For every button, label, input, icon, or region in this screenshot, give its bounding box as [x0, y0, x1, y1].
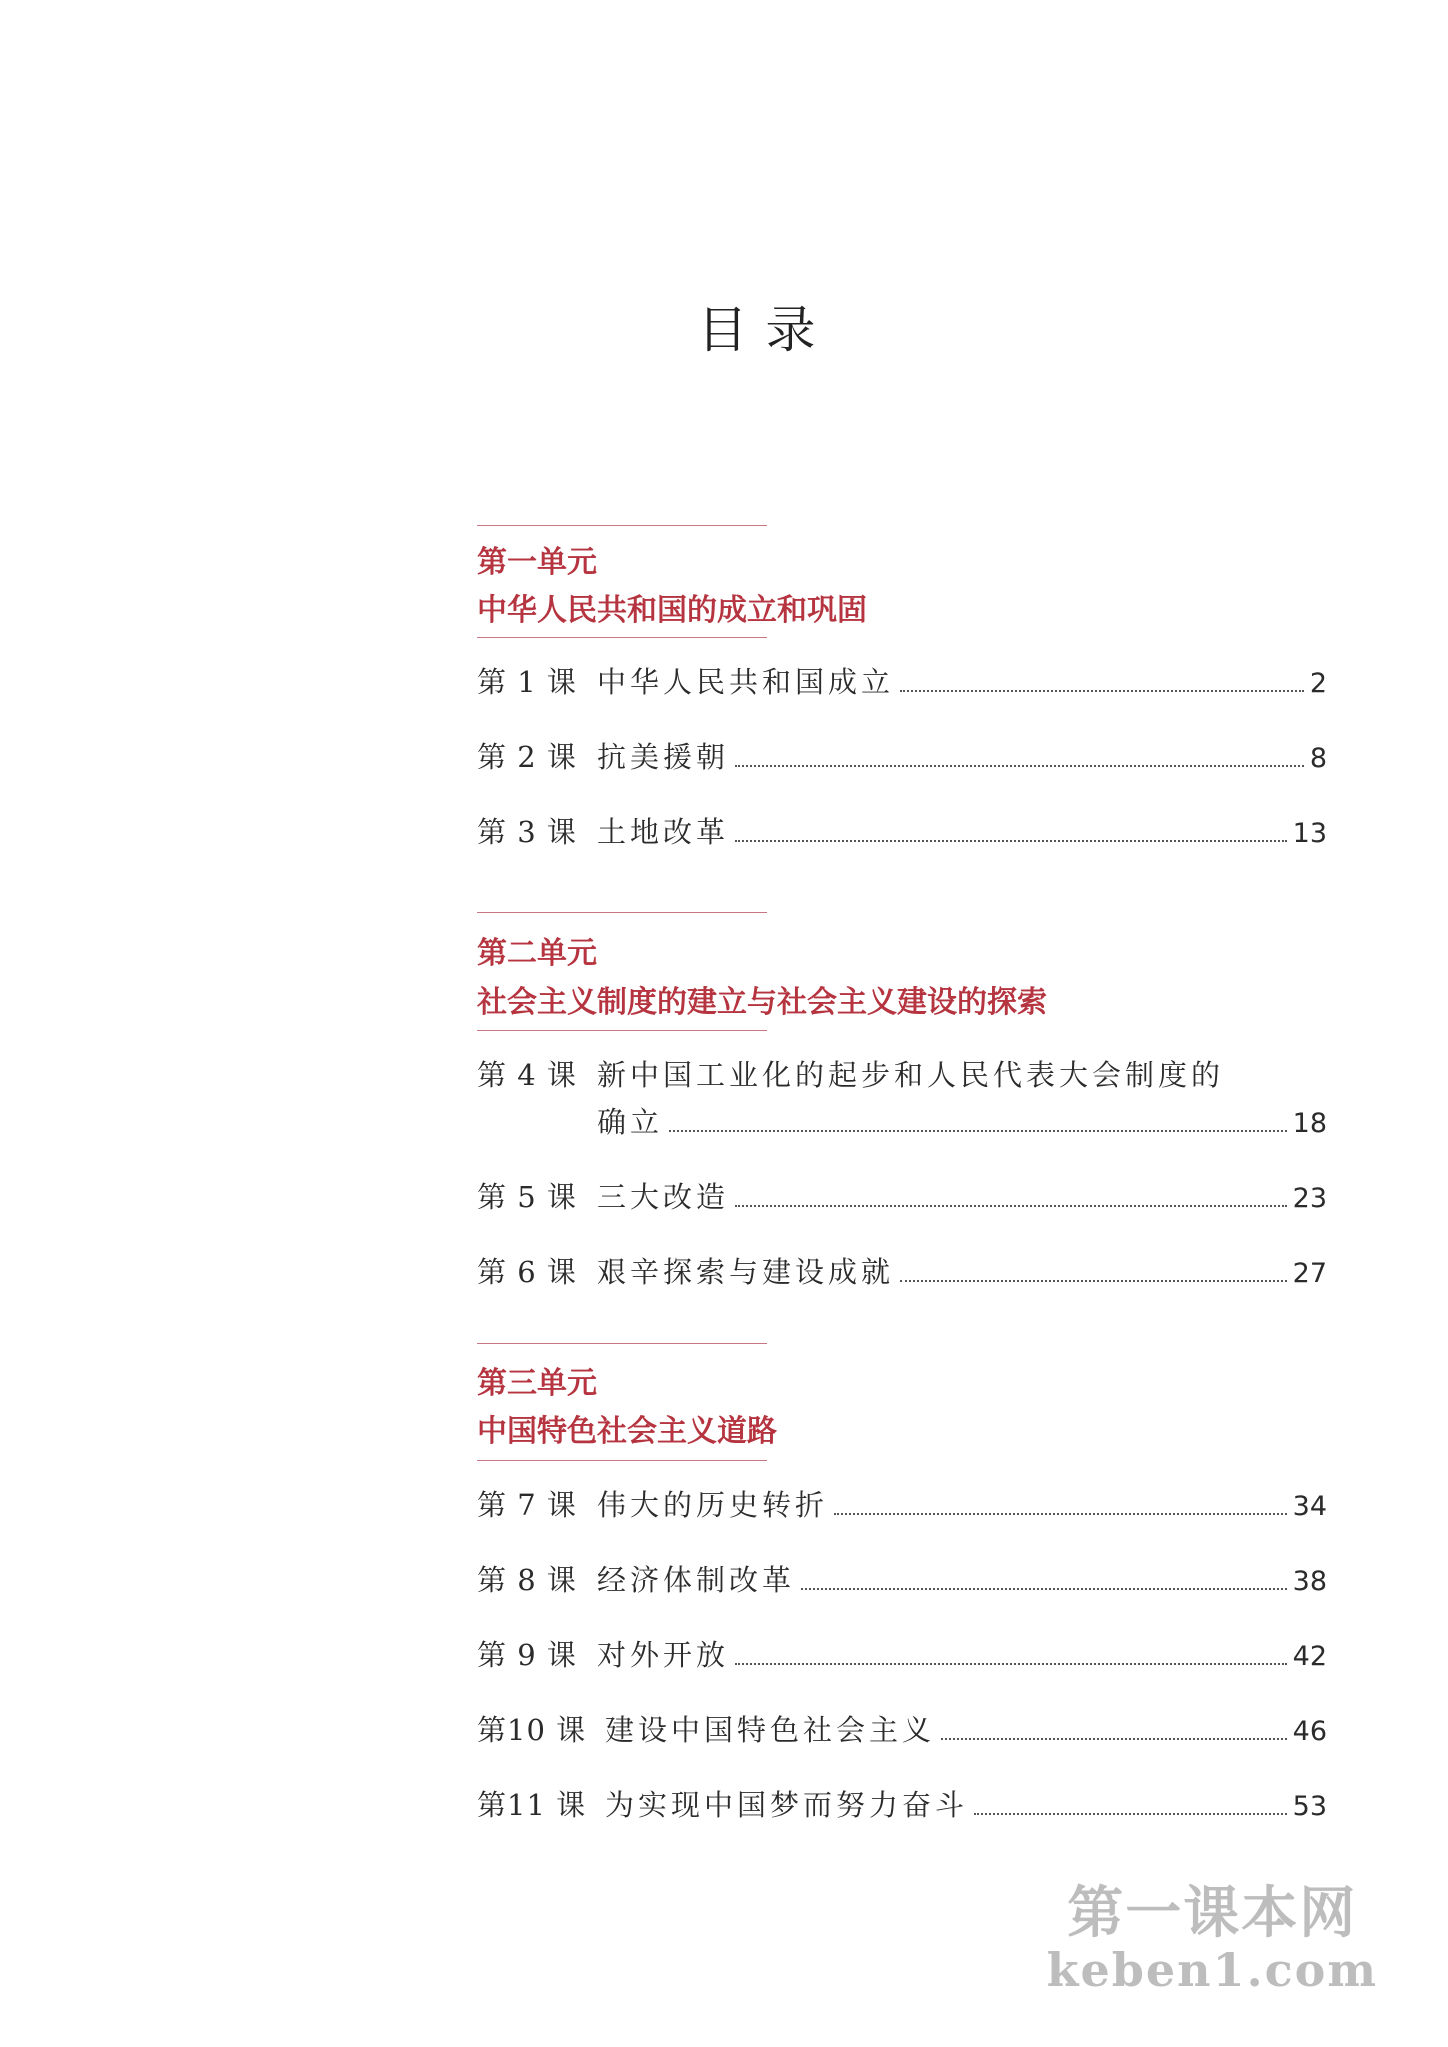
lesson-title-line1: 新中国工业化的起步和人民代表大会制度的 — [597, 1058, 1225, 1092]
lesson-title: 抗美援朝 — [597, 740, 730, 774]
dot-leader — [941, 1712, 1287, 1740]
dot-leader — [801, 1562, 1287, 1590]
watermark-en: keben1.com — [1046, 1943, 1378, 1997]
unit-number: 第一单元 — [477, 545, 597, 580]
lesson-item[interactable] — [477, 1252, 1327, 1292]
dot-leader — [900, 1254, 1287, 1282]
dot-leader — [735, 1179, 1287, 1207]
unit-name: 中国特色社会主义道路 — [477, 1414, 777, 1449]
lesson-item[interactable] — [477, 1635, 1327, 1675]
dot-leader — [735, 814, 1287, 842]
page-number: 2 — [1309, 668, 1327, 699]
lesson-item[interactable] — [477, 1785, 1327, 1825]
page-number: 46 — [1292, 1716, 1327, 1747]
dot-leader — [735, 1637, 1287, 1665]
unit-divider — [477, 1460, 767, 1461]
lesson-title: 艰辛探索与建设成就 — [597, 1255, 895, 1289]
unit-name: 社会主义制度的建立与社会主义建设的探索 — [477, 985, 1047, 1020]
unit-divider — [477, 1343, 767, 1344]
lesson-title: 经济体制改革 — [597, 1563, 796, 1597]
lesson-title: 中华人民共和国成立 — [597, 665, 895, 699]
watermark-cn: 第一课本网 — [1067, 1881, 1358, 1946]
unit-number: 第二单元 — [477, 936, 597, 971]
unit-divider — [477, 912, 767, 913]
page-number: 27 — [1292, 1258, 1327, 1289]
lesson-number: 第11 课 — [477, 1788, 587, 1822]
page-number: 34 — [1292, 1491, 1327, 1522]
lesson-number: 第 8 课 — [477, 1563, 577, 1597]
lesson-number: 第10 课 — [477, 1713, 587, 1747]
lesson-item[interactable] — [477, 662, 1327, 702]
dot-leader — [900, 664, 1304, 692]
lesson-title: 三大改造 — [597, 1180, 730, 1214]
lesson-title: 对外开放 — [597, 1638, 730, 1672]
unit-number: 第三单元 — [477, 1366, 597, 1401]
lesson-item[interactable] — [477, 1485, 1327, 1525]
lesson-title: 土地改革 — [597, 815, 730, 849]
lesson-item[interactable] — [477, 737, 1327, 777]
page-number: 18 — [1292, 1108, 1327, 1139]
page-number: 38 — [1292, 1566, 1327, 1597]
page-number: 8 — [1309, 743, 1327, 774]
unit-divider — [477, 1030, 767, 1031]
lesson-item[interactable] — [477, 1177, 1327, 1217]
dot-leader — [834, 1487, 1287, 1515]
lesson-title: 伟大的历史转折 — [597, 1488, 829, 1522]
lesson-number: 第 5 课 — [477, 1180, 577, 1214]
page-number: 53 — [1292, 1791, 1327, 1822]
page-number: 23 — [1292, 1183, 1327, 1214]
lesson-number: 第 7 课 — [477, 1488, 577, 1522]
lesson-number: 第 9 课 — [477, 1638, 577, 1672]
lesson-number: 第 2 课 — [477, 740, 577, 774]
page-number: 13 — [1292, 818, 1327, 849]
lesson-item[interactable] — [477, 812, 1327, 852]
lesson-number: 第 1 课 — [477, 665, 577, 699]
lesson-title: 建设中国特色社会主义 — [605, 1713, 936, 1747]
lesson-number: 第 6 课 — [477, 1255, 577, 1289]
lesson-number: 第 3 课 — [477, 815, 577, 849]
watermark — [1047, 1869, 1378, 1997]
unit-divider — [477, 525, 767, 526]
dot-leader — [974, 1787, 1287, 1815]
unit-name: 中华人民共和国的成立和巩固 — [477, 593, 867, 628]
dot-leader — [735, 739, 1304, 767]
unit-divider — [477, 637, 767, 638]
lesson-title: 为实现中国梦而努力奋斗 — [605, 1788, 969, 1822]
lesson-item[interactable] — [477, 1560, 1327, 1600]
lesson-number: 第 4 课 — [477, 1058, 577, 1092]
lesson-item[interactable] — [477, 1055, 1327, 1139]
page-title: 目录 — [697, 301, 834, 359]
page-number: 42 — [1292, 1641, 1327, 1672]
lesson-title: 确立 — [597, 1105, 664, 1139]
lesson-item[interactable] — [477, 1710, 1327, 1750]
dot-leader — [669, 1104, 1287, 1132]
